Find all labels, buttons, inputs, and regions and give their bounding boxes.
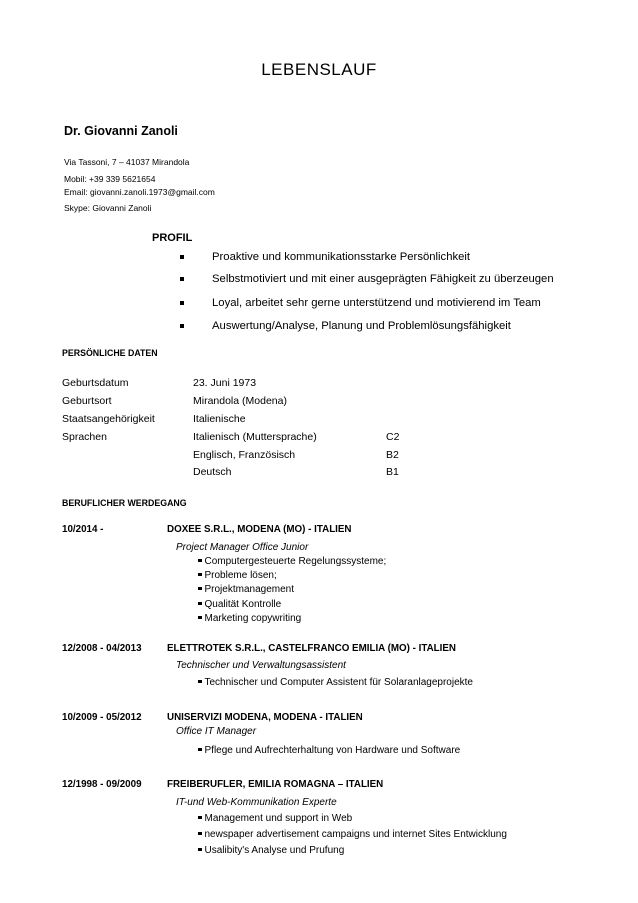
languages-label: Sprachen [62, 431, 107, 443]
job-item: Projektmanagement [198, 584, 294, 595]
nationality-value: Italienische [193, 413, 246, 425]
job-item: Qualität Kontrolle [198, 599, 281, 610]
job-role: Project Manager Office Junior [176, 542, 309, 553]
job-item: Usalibity's Analyse und Prufung [198, 845, 344, 856]
profile-item: Proaktive und kommunikationsstarke Persönlichkeit [212, 251, 471, 263]
language-name: Italienisch (Muttersprache) [193, 431, 317, 443]
job-role: IT-und Web-Kommunikation Experte [176, 797, 337, 808]
job-item: Computergesteuerte Regelungssysteme; [198, 556, 386, 567]
contact-skype: Skype: Giovanni Zanoli [64, 203, 152, 213]
contact-email: Email: giovanni.zanoli.1973@gmail.com [64, 187, 215, 197]
personal-heading: PERSÖNLICHE DATEN [62, 348, 158, 358]
profile-bullet [180, 319, 184, 331]
job-date: 12/2008 - 04/2013 [62, 643, 142, 654]
birthdate-value: 23. Juni 1973 [193, 377, 257, 389]
job-item: Probleme lösen; [198, 570, 277, 581]
profile-bullet [180, 272, 184, 284]
birthplace-value: Mirandola (Modena) [193, 395, 287, 407]
job-role: Office IT Manager [176, 726, 257, 737]
job-item: newspaper advertisement campaigns und internet Sites Entwicklung [198, 829, 507, 840]
document-title: LEBENSLAUF [261, 60, 377, 79]
profile-bullet [180, 250, 184, 262]
career-heading: BERUFLICHER WERDEGANG [62, 498, 187, 508]
job-company: DOXEE S.R.L., MODENA (MO) - ITALIEN [167, 524, 352, 535]
job-company: ELETTROTEK S.R.L., CASTELFRANCO EMILIA (MO) - ITALIEN [167, 643, 456, 654]
contact-phone: Mobil: +39 339 5621654 [64, 174, 156, 184]
nationality-label: Staatsangehörigkeit [62, 413, 155, 425]
job-item: Technischer und Computer Assistent für Solaranlageprojekte [198, 677, 473, 688]
person-name: Dr. Giovanni Zanoli [64, 124, 178, 138]
job-item: Management und support in Web [198, 813, 352, 824]
language-level: C2 [386, 431, 400, 443]
job-company: UNISERVIZI MODENA, MODENA - ITALIEN [167, 712, 363, 723]
contact-address: Via Tassoni, 7 – 41037 Mirandola [64, 157, 190, 167]
language-name: Englisch, Französisch [193, 449, 296, 461]
job-date: 10/2014 - [62, 524, 104, 535]
job-item: Pflege und Aufrechterhaltung von Hardware und Software [198, 745, 460, 756]
profile-item: Loyal, arbeitet sehr gerne unterstützend und motivierend im Team [212, 297, 541, 309]
job-role: Technischer und Verwaltungsassistent [176, 660, 346, 671]
profile-bullet [180, 296, 184, 308]
birthplace-label: Geburtsort [62, 395, 112, 407]
profile-heading: PROFIL [152, 232, 193, 244]
profile-item: Auswertung/Analyse, Planung und Problemlösungsfähigkeit [212, 320, 511, 332]
job-item: Marketing copywriting [198, 613, 301, 624]
profile-item: Selbstmotiviert und mit einer ausgeprägten Fähigkeit zu überzeugen [212, 273, 554, 285]
birthdate-label: Geburtsdatum [62, 377, 129, 389]
language-level: B1 [386, 466, 399, 478]
language-level: B2 [386, 449, 399, 461]
job-company: FREIBERUFLER, EMILIA ROMAGNA – ITALIEN [167, 779, 384, 790]
job-date: 10/2009 - 05/2012 [62, 712, 142, 723]
job-date: 12/1998 - 09/2009 [62, 779, 142, 790]
language-name: Deutsch [193, 466, 232, 478]
